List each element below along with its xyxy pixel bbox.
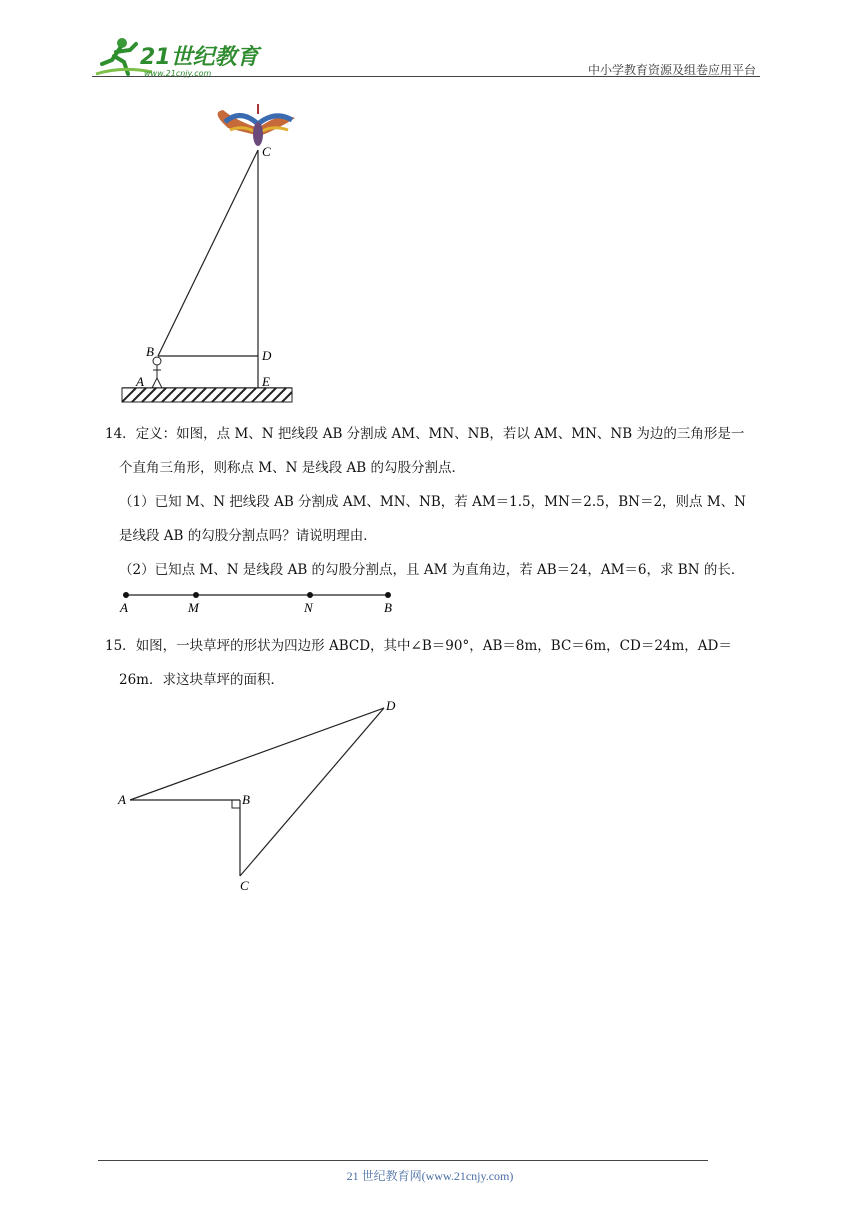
q14-line1	[105, 424, 744, 444]
person-icon	[153, 357, 161, 365]
point-a	[123, 592, 129, 598]
seg-label-n: N	[304, 600, 313, 615]
label-a: A	[136, 374, 144, 389]
quad-label-d: D	[386, 698, 396, 713]
site-logo	[92, 34, 262, 80]
segment-figure	[110, 586, 410, 616]
q14-number: 14．	[105, 426, 136, 442]
side-ad	[130, 708, 384, 800]
quad-label-b: B	[242, 792, 250, 807]
quad-label-a: A	[118, 792, 126, 807]
right-angle-mark	[232, 800, 240, 808]
kite-figure	[110, 100, 310, 410]
runner-logo-icon	[92, 34, 262, 80]
logo-url: www.21cnjy.com	[144, 69, 212, 78]
seg-label-a: A	[120, 600, 128, 615]
footer-site-link[interactable]: 21 世纪教育网(www.21cnjy.com)	[346, 1169, 514, 1183]
quadrilateral-figure	[110, 692, 410, 902]
line-bc	[158, 150, 258, 356]
q14-part1-line1: （1）已知 M、N 把线段 AB 分割成 AM、MN、NB，若 AM＝1.5，MN＝2.5，BN＝2，则点 M、N	[119, 494, 746, 510]
logo-text: 21世纪教育	[140, 45, 259, 70]
point-m	[193, 592, 199, 598]
q15-number: 15．	[105, 638, 136, 654]
header-divider	[92, 76, 760, 77]
platform-title: 中小学教育资源及组卷应用平台	[587, 63, 756, 77]
q15-text-line1: 如图，一块草坪的形状为四边形 ABCD，其中∠B＝90°，AB＝8m，BC＝6m，CD＝24m，AD＝	[135, 638, 732, 654]
q15-line1	[105, 636, 732, 656]
seg-label-b: B	[384, 600, 392, 615]
kite-icon	[218, 104, 295, 146]
q15-text-line2: 26m．求这块草坪的面积．	[119, 672, 284, 688]
footer-divider	[98, 1160, 708, 1161]
seg-label-m: M	[188, 600, 199, 615]
q14-text-line1: 定义：如图，点 M、N 把线段 AB 分割成 AM、MN、NB，若以 AM、MN、NB 为边的三角形是一	[135, 426, 745, 442]
label-e: E	[262, 374, 270, 389]
label-d: D	[262, 348, 272, 363]
point-b	[385, 592, 391, 598]
point-n	[307, 592, 313, 598]
q14-part1-line2: 是线段 AB 的勾股分割点吗？请说明理由．	[119, 528, 377, 544]
side-cd	[240, 708, 384, 876]
q14-part2: （2）已知点 M、N 是线段 AB 的勾股分割点，且 AM 为直角边，若 AB＝24，AM＝6，求 BN 的长．	[119, 562, 745, 578]
label-c: C	[262, 144, 271, 159]
q14-text-line2: 个直角三角形，则称点 M、N 是线段 AB 的勾股分割点．	[119, 460, 465, 476]
ground-hatch	[122, 388, 292, 402]
label-b: B	[146, 344, 154, 359]
quad-label-c: C	[240, 878, 249, 893]
